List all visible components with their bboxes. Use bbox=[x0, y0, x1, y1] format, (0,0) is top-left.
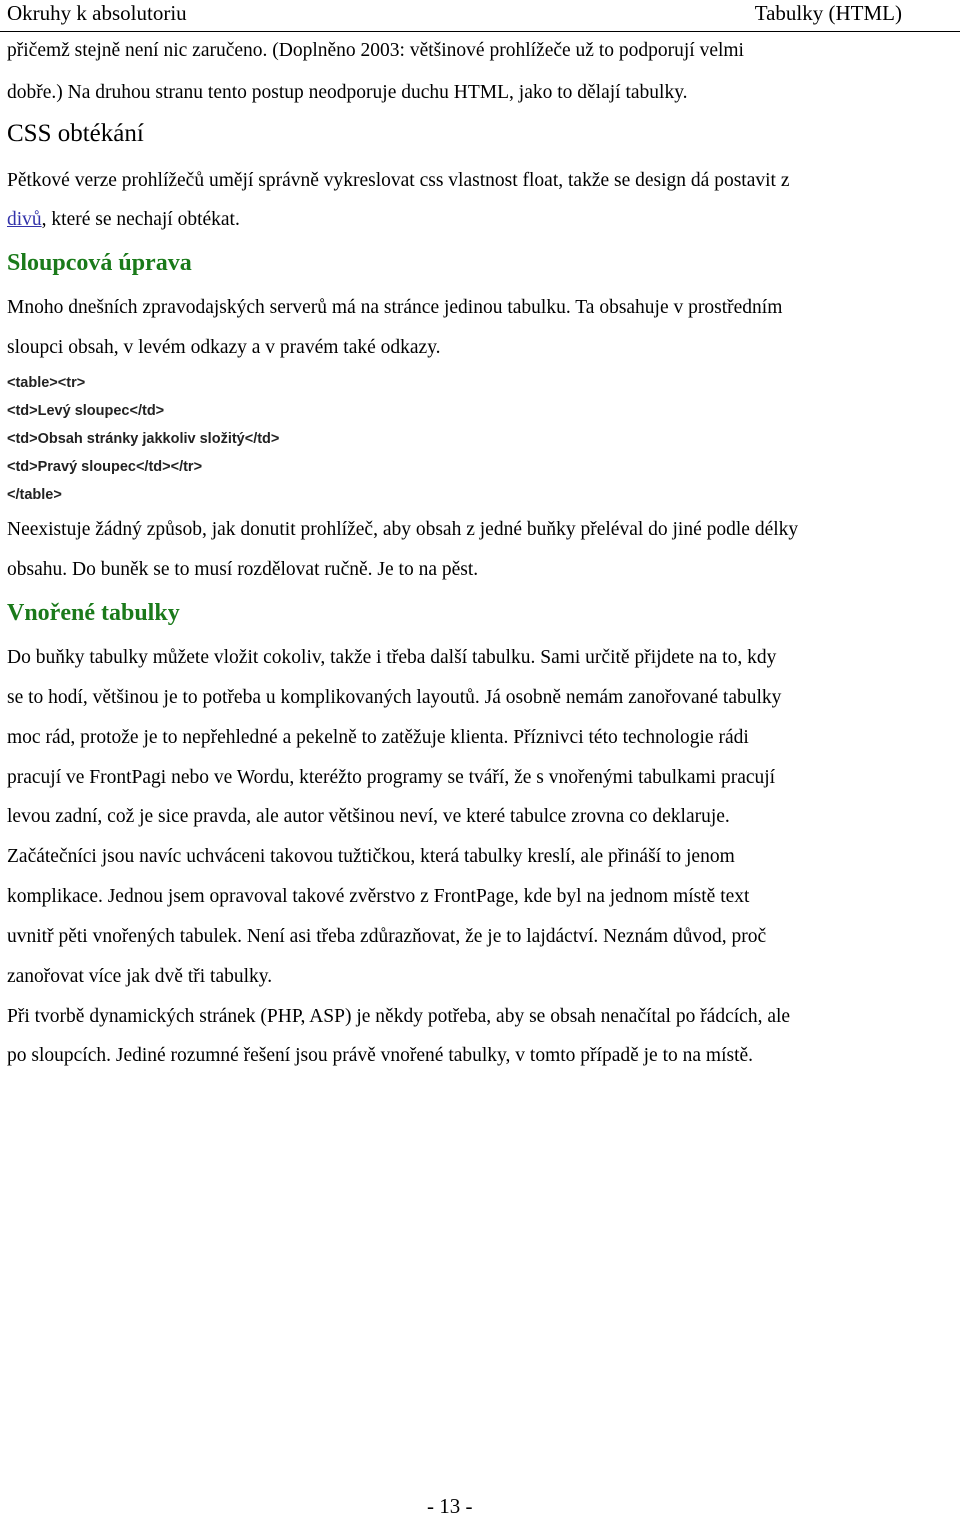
code-line: </table> bbox=[7, 487, 62, 503]
code-line: <table><tr> bbox=[7, 375, 86, 391]
css-line-2-rest: , které se nechají obtékat. bbox=[41, 209, 240, 230]
divu-link[interactable]: divů bbox=[7, 209, 42, 230]
header-document-title: Okruhy k absolutoriu bbox=[7, 1, 187, 25]
column-line-2: sloupci obsah, v levém odkazy a v pravém také odkazy. bbox=[7, 337, 441, 358]
column-after-line-2: obsahu. Do buněk se to musí rozdělovat ručně. Je to na pěst. bbox=[7, 559, 479, 580]
nested-line: moc rád, protože je to nepřehledné a pekelně to zatěžuje klienta. Příznivci této technologie rádi bbox=[7, 727, 749, 748]
code-line: <td>Obsah stránky jakkoliv složitý</td> bbox=[7, 431, 280, 447]
nested-line: zanořovat více jak dvě tři tabulky. bbox=[7, 966, 273, 987]
heading-vnorene-tabulky: Vnořené tabulky bbox=[7, 600, 180, 626]
code-line: <td>Pravý sloupec</td></tr> bbox=[7, 459, 203, 475]
code-line: <td>Levý sloupec</td> bbox=[7, 403, 165, 419]
nested-line: se to hodí, většinou je to potřeba u komplikovaných layoutů. Já osobně nemám zanořované tabulky bbox=[7, 687, 782, 708]
page-header bbox=[0, 0, 960, 32]
heading-sloupcova-uprava: Sloupcová úprava bbox=[7, 250, 192, 276]
nested-line: Při tvorbě dynamických stránek (PHP, ASP) je někdy potřeba, aby se obsah nenačítal po řádcích, ale bbox=[7, 1006, 791, 1027]
nested-line: uvnitř pěti vnořených tabulek. Není asi třeba zdůrazňovat, že je to lajdáctví. Neznám důvod, proč bbox=[7, 926, 767, 947]
css-line-1: Pětkové verze prohlížečů umějí správně vykreslovat css vlastnost float, takže se design dá postavit z bbox=[7, 170, 790, 191]
nested-line: komplikace. Jednou jsem opravoval takové zvěrstvo z FrontPage, kde byl na jednom místě text bbox=[7, 886, 750, 907]
nested-line: pracují ve FrontPagi nebo ve Wordu, kteréžto programy se tváří, že s vnořenými tabulkami pracují bbox=[7, 767, 776, 788]
nested-line: po sloupcích. Jediné rozumné řešení jsou právě vnořené tabulky, v tomto případě je to na místě. bbox=[7, 1045, 754, 1066]
nested-line: levou zadní, což je sice pravda, ale autor většinou neví, ve které tabulce zrovna co deklaruje. bbox=[7, 806, 730, 827]
header-chapter-title: Tabulky (HTML) bbox=[754, 1, 902, 25]
heading-css-obtekani: CSS obtékání bbox=[7, 120, 144, 147]
page-number: - 13 - bbox=[427, 1494, 473, 1518]
column-line-1: Mnoho dnešních zpravodajských serverů má na stránce jedinou tabulku. Ta obsahuje v prostředním bbox=[7, 297, 783, 318]
intro-line-2: dobře.) Na druhou stranu tento postup neodporuje duchu HTML, jako to dělají tabulky. bbox=[7, 82, 688, 103]
intro-line-1: přičemž stejně není nic zaručeno. (Doplněno 2003: většinové prohlížeče už to podporují velmi bbox=[7, 40, 744, 61]
css-line-2 bbox=[7, 209, 240, 231]
nested-line: Do buňky tabulky můžete vložit cokoliv, takže i třeba další tabulku. Sami určitě přijdete na to, kdy bbox=[7, 647, 777, 668]
column-after-line-1: Neexistuje žádný způsob, jak donutit prohlížeč, aby obsah z jedné buňky přeléval do jiné podle délky bbox=[7, 519, 799, 540]
nested-line: Začátečníci jsou navíc uchváceni takovou tužtičkou, která tabulky kreslí, ale přináší to jenom bbox=[7, 846, 735, 867]
